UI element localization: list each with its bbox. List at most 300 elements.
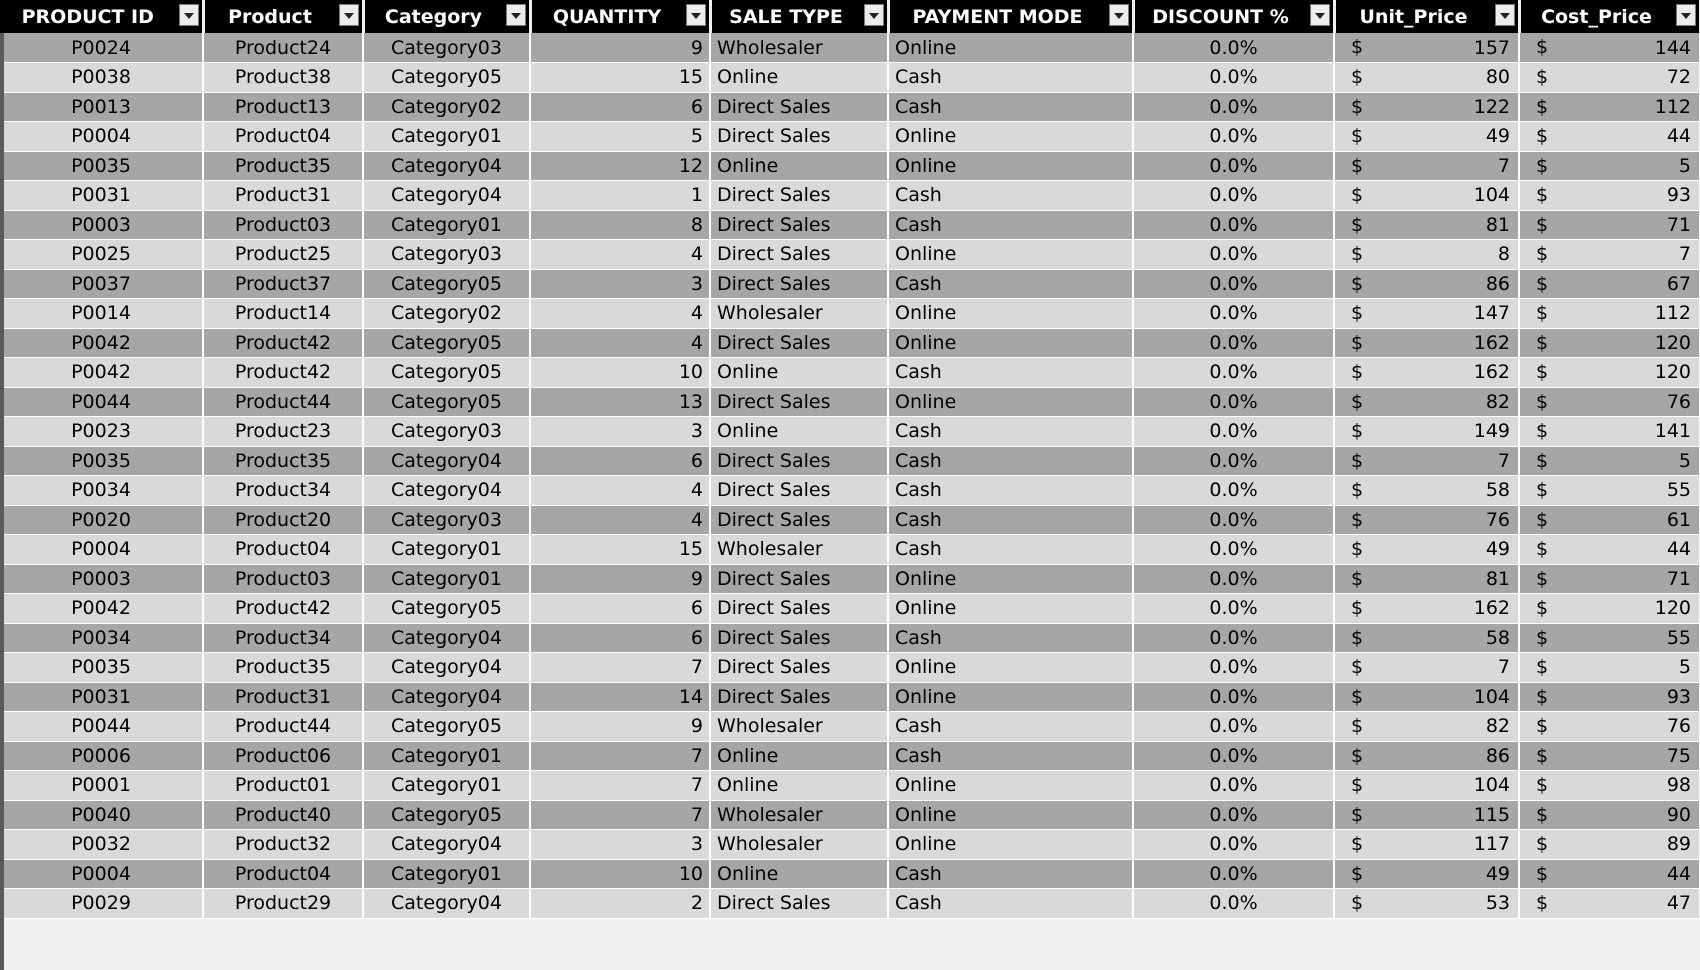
cell-category[interactable]: Category05: [363, 387, 530, 417]
amount: 82: [1485, 390, 1510, 413]
cell-sale-type[interactable]: Online: [710, 63, 888, 93]
cell-product[interactable]: Product34: [203, 476, 363, 506]
cell-product[interactable]: Product13: [203, 92, 363, 122]
currency-symbol: $: [1536, 95, 1549, 118]
cell-unit-price[interactable]: [1334, 889, 1519, 919]
cell-cost-price[interactable]: [1519, 240, 1700, 270]
cell-quantity[interactable]: 13: [530, 387, 710, 417]
cell-quantity[interactable]: 7: [530, 653, 710, 683]
cell-product[interactable]: Product42: [203, 328, 363, 358]
cell-payment-mode[interactable]: Online: [888, 299, 1133, 329]
cell-discount[interactable]: 0.0%: [1133, 889, 1334, 919]
header-label: PRODUCT ID: [21, 5, 154, 28]
cell-sale-type[interactable]: Direct Sales: [710, 181, 888, 211]
cell-quantity[interactable]: 10: [530, 859, 710, 889]
cell-unit-price[interactable]: [1334, 535, 1519, 565]
cell-category[interactable]: Category02: [363, 299, 530, 329]
cell-unit-price[interactable]: [1334, 682, 1519, 712]
cell-product[interactable]: Product06: [203, 741, 363, 771]
cell-quantity[interactable]: 9: [530, 33, 710, 63]
filter-dropdown-icon[interactable]: [864, 4, 884, 26]
cell-sale-type[interactable]: Direct Sales: [710, 92, 888, 122]
cell-product-id[interactable]: P0044: [0, 387, 203, 417]
cell-payment-mode[interactable]: Cash: [888, 63, 1133, 93]
cell-category[interactable]: Category03: [363, 417, 530, 447]
cell-product-id[interactable]: P0040: [0, 800, 203, 830]
cell-unit-price[interactable]: [1334, 800, 1519, 830]
cell-product[interactable]: Product04: [203, 122, 363, 152]
cell-payment-mode[interactable]: Cash: [888, 210, 1133, 240]
cell-category[interactable]: Category01: [363, 771, 530, 801]
cell-sale-type[interactable]: Direct Sales: [710, 328, 888, 358]
cell-sale-type[interactable]: Wholesaler: [710, 299, 888, 329]
cell-unit-price[interactable]: [1334, 92, 1519, 122]
cell-unit-price[interactable]: [1334, 830, 1519, 860]
cell-unit-price[interactable]: [1334, 63, 1519, 93]
cell-discount[interactable]: 0.0%: [1133, 771, 1334, 801]
cell-discount[interactable]: 0.0%: [1133, 269, 1334, 299]
cell-quantity[interactable]: 15: [530, 535, 710, 565]
cell-category[interactable]: Category04: [363, 476, 530, 506]
cell-product-id[interactable]: P0035: [0, 653, 203, 683]
cell-category[interactable]: Category01: [363, 122, 530, 152]
cell-payment-mode[interactable]: Cash: [888, 712, 1133, 742]
cell-payment-mode[interactable]: Cash: [888, 623, 1133, 653]
cell-category[interactable]: Category01: [363, 535, 530, 565]
currency-symbol: $: [1536, 154, 1549, 177]
table-row: [0, 358, 1700, 388]
cell-sale-type[interactable]: Online: [710, 741, 888, 771]
cell-payment-mode[interactable]: Online: [888, 328, 1133, 358]
cell-product[interactable]: Product03: [203, 210, 363, 240]
cell-unit-price[interactable]: [1334, 358, 1519, 388]
cell-discount[interactable]: 0.0%: [1133, 446, 1334, 476]
cell-category[interactable]: Category05: [363, 328, 530, 358]
cell-product-id[interactable]: P0038: [0, 63, 203, 93]
cell-product[interactable]: Product44: [203, 387, 363, 417]
cell-unit-price[interactable]: [1334, 33, 1519, 63]
cell-payment-mode[interactable]: Online: [888, 564, 1133, 594]
cell-payment-mode[interactable]: Online: [888, 151, 1133, 181]
cell-product-id[interactable]: P0031: [0, 682, 203, 712]
cell-product[interactable]: Product14: [203, 299, 363, 329]
cell-quantity[interactable]: 12: [530, 151, 710, 181]
cell-discount[interactable]: 0.0%: [1133, 210, 1334, 240]
cell-category[interactable]: Category04: [363, 889, 530, 919]
cell-discount[interactable]: 0.0%: [1133, 122, 1334, 152]
cell-quantity[interactable]: 4: [530, 240, 710, 270]
cell-product[interactable]: Product34: [203, 623, 363, 653]
cell-sale-type[interactable]: Online: [710, 771, 888, 801]
header-sale-type[interactable]: [710, 0, 888, 33]
cell-product[interactable]: Product44: [203, 712, 363, 742]
cell-sale-type[interactable]: Direct Sales: [710, 505, 888, 535]
amount: 61: [1666, 508, 1691, 531]
cell-product[interactable]: Product24: [203, 33, 363, 63]
cell-payment-mode[interactable]: Cash: [888, 358, 1133, 388]
cell-discount[interactable]: 0.0%: [1133, 181, 1334, 211]
cell-payment-mode[interactable]: Cash: [888, 269, 1133, 299]
cell-sale-type[interactable]: Direct Sales: [710, 889, 888, 919]
cell-category[interactable]: Category01: [363, 741, 530, 771]
cell-cost-price[interactable]: [1519, 181, 1700, 211]
cell-category[interactable]: Category05: [363, 800, 530, 830]
cell-payment-mode[interactable]: Cash: [888, 417, 1133, 447]
cell-discount[interactable]: 0.0%: [1133, 653, 1334, 683]
cell-product[interactable]: Product23: [203, 417, 363, 447]
cell-discount[interactable]: 0.0%: [1133, 623, 1334, 653]
cell-discount[interactable]: 0.0%: [1133, 151, 1334, 181]
cell-discount[interactable]: 0.0%: [1133, 535, 1334, 565]
cell-cost-price[interactable]: [1519, 92, 1700, 122]
cell-payment-mode[interactable]: Cash: [888, 446, 1133, 476]
cell-category[interactable]: Category01: [363, 859, 530, 889]
cell-product-id[interactable]: P0034: [0, 623, 203, 653]
cell-product[interactable]: Product04: [203, 535, 363, 565]
header-cost-price[interactable]: [1519, 0, 1700, 33]
cell-cost-price[interactable]: [1519, 564, 1700, 594]
table-row: [0, 712, 1700, 742]
cell-unit-price[interactable]: [1334, 653, 1519, 683]
cell-cost-price[interactable]: [1519, 535, 1700, 565]
cell-product-id[interactable]: P0013: [0, 92, 203, 122]
cell-cost-price[interactable]: [1519, 417, 1700, 447]
cell-product-id[interactable]: P0003: [0, 564, 203, 594]
cell-category[interactable]: Category05: [363, 269, 530, 299]
cell-quantity[interactable]: 9: [530, 564, 710, 594]
header-payment-mode[interactable]: [888, 0, 1133, 33]
cell-product-id[interactable]: P0001: [0, 771, 203, 801]
cell-payment-mode[interactable]: Online: [888, 682, 1133, 712]
table-row: [0, 535, 1700, 565]
cell-category[interactable]: Category04: [363, 682, 530, 712]
cell-product-id[interactable]: P0004: [0, 859, 203, 889]
cell-quantity[interactable]: 4: [530, 299, 710, 329]
cell-payment-mode[interactable]: Cash: [888, 505, 1133, 535]
cell-quantity[interactable]: 9: [530, 712, 710, 742]
cell-unit-price[interactable]: [1334, 564, 1519, 594]
cell-quantity[interactable]: 6: [530, 594, 710, 624]
cell-product-id[interactable]: P0042: [0, 358, 203, 388]
cell-product[interactable]: Product42: [203, 594, 363, 624]
cell-cost-price[interactable]: [1519, 299, 1700, 329]
cell-payment-mode[interactable]: Online: [888, 830, 1133, 860]
cell-sale-type[interactable]: Online: [710, 358, 888, 388]
cell-product-id[interactable]: P0031: [0, 181, 203, 211]
cell-discount[interactable]: 0.0%: [1133, 859, 1334, 889]
cell-unit-price[interactable]: [1334, 505, 1519, 535]
cell-discount[interactable]: 0.0%: [1133, 33, 1334, 63]
cell-unit-price[interactable]: [1334, 712, 1519, 742]
cell-discount[interactable]: 0.0%: [1133, 505, 1334, 535]
cell-quantity[interactable]: 6: [530, 623, 710, 653]
cell-unit-price[interactable]: [1334, 181, 1519, 211]
cell-cost-price[interactable]: [1519, 358, 1700, 388]
cell-sale-type[interactable]: Wholesaler: [710, 830, 888, 860]
cell-quantity[interactable]: 7: [530, 741, 710, 771]
cell-sale-type[interactable]: Direct Sales: [710, 653, 888, 683]
cell-category[interactable]: Category05: [363, 594, 530, 624]
cell-discount[interactable]: 0.0%: [1133, 240, 1334, 270]
cell-sale-type[interactable]: Direct Sales: [710, 564, 888, 594]
cell-discount[interactable]: 0.0%: [1133, 63, 1334, 93]
cell-product[interactable]: Product35: [203, 446, 363, 476]
cell-quantity[interactable]: 5: [530, 122, 710, 152]
cell-cost-price[interactable]: [1519, 63, 1700, 93]
cell-discount[interactable]: 0.0%: [1133, 299, 1334, 329]
cell-product-id[interactable]: P0003: [0, 210, 203, 240]
cell-product-id[interactable]: P0029: [0, 889, 203, 919]
cell-quantity[interactable]: 4: [530, 328, 710, 358]
cell-product-id[interactable]: P0042: [0, 328, 203, 358]
cell-payment-mode[interactable]: Cash: [888, 92, 1133, 122]
cell-product-id[interactable]: P0034: [0, 476, 203, 506]
header-unit-price[interactable]: [1334, 0, 1519, 33]
cell-product-id[interactable]: P0035: [0, 151, 203, 181]
cell-sale-type[interactable]: Direct Sales: [710, 476, 888, 506]
cell-payment-mode[interactable]: Online: [888, 771, 1133, 801]
cell-quantity[interactable]: 2: [530, 889, 710, 919]
cell-unit-price[interactable]: [1334, 476, 1519, 506]
cell-category[interactable]: Category03: [363, 505, 530, 535]
cell-quantity[interactable]: 6: [530, 446, 710, 476]
cell-payment-mode[interactable]: Cash: [888, 889, 1133, 919]
cell-discount[interactable]: 0.0%: [1133, 800, 1334, 830]
cell-unit-price[interactable]: [1334, 623, 1519, 653]
cell-sale-type[interactable]: Wholesaler: [710, 33, 888, 63]
cell-unit-price[interactable]: [1334, 210, 1519, 240]
filter-dropdown-icon[interactable]: [1495, 4, 1515, 26]
cell-discount[interactable]: 0.0%: [1133, 476, 1334, 506]
cell-payment-mode[interactable]: Online: [888, 800, 1133, 830]
filter-dropdown-icon[interactable]: [179, 4, 199, 26]
cell-quantity[interactable]: 3: [530, 830, 710, 860]
cell-quantity[interactable]: 7: [530, 800, 710, 830]
amount: 120: [1654, 597, 1691, 620]
cell-cost-price[interactable]: [1519, 771, 1700, 801]
cell-quantity[interactable]: 3: [530, 269, 710, 299]
cell-cost-price[interactable]: [1519, 446, 1700, 476]
cell-cost-price[interactable]: [1519, 830, 1700, 860]
header-category[interactable]: [363, 0, 530, 33]
cell-cost-price[interactable]: [1519, 269, 1700, 299]
cell-category[interactable]: Category02: [363, 92, 530, 122]
cell-cost-price[interactable]: [1519, 33, 1700, 63]
header-product[interactable]: [203, 0, 363, 33]
cell-cost-price[interactable]: [1519, 328, 1700, 358]
cell-payment-mode[interactable]: Online: [888, 33, 1133, 63]
cell-cost-price[interactable]: [1519, 653, 1700, 683]
cell-discount[interactable]: 0.0%: [1133, 358, 1334, 388]
filter-dropdown-icon[interactable]: [1310, 4, 1330, 26]
cell-cost-price[interactable]: [1519, 210, 1700, 240]
cell-quantity[interactable]: 7: [530, 771, 710, 801]
cell-discount[interactable]: 0.0%: [1133, 387, 1334, 417]
cell-sale-type[interactable]: Direct Sales: [710, 210, 888, 240]
cell-cost-price[interactable]: [1519, 594, 1700, 624]
cell-payment-mode[interactable]: Cash: [888, 476, 1133, 506]
cell-cost-price[interactable]: [1519, 476, 1700, 506]
cell-payment-mode[interactable]: Online: [888, 387, 1133, 417]
cell-sale-type[interactable]: Direct Sales: [710, 594, 888, 624]
cell-unit-price[interactable]: [1334, 417, 1519, 447]
cell-product[interactable]: Product40: [203, 800, 363, 830]
cell-sale-type[interactable]: Wholesaler: [710, 712, 888, 742]
cell-product[interactable]: Product37: [203, 269, 363, 299]
cell-product[interactable]: Product25: [203, 240, 363, 270]
cell-payment-mode[interactable]: Online: [888, 594, 1133, 624]
cell-product[interactable]: Product04: [203, 859, 363, 889]
cell-unit-price[interactable]: [1334, 741, 1519, 771]
cell-unit-price[interactable]: [1334, 771, 1519, 801]
cell-quantity[interactable]: 6: [530, 92, 710, 122]
cell-sale-type[interactable]: Direct Sales: [710, 269, 888, 299]
cell-discount[interactable]: 0.0%: [1133, 92, 1334, 122]
cell-quantity[interactable]: 10: [530, 358, 710, 388]
cell-sale-type[interactable]: Wholesaler: [710, 800, 888, 830]
cell-discount[interactable]: 0.0%: [1133, 682, 1334, 712]
cell-unit-price[interactable]: [1334, 299, 1519, 329]
cell-unit-price[interactable]: [1334, 594, 1519, 624]
cell-payment-mode[interactable]: Online: [888, 122, 1133, 152]
cell-category[interactable]: Category05: [363, 63, 530, 93]
currency-symbol: $: [1351, 154, 1364, 177]
cell-category[interactable]: Category04: [363, 446, 530, 476]
cell-product[interactable]: Product32: [203, 830, 363, 860]
cell-discount[interactable]: 0.0%: [1133, 594, 1334, 624]
cell-discount[interactable]: 0.0%: [1133, 741, 1334, 771]
cell-category[interactable]: Category03: [363, 240, 530, 270]
cell-category[interactable]: Category03: [363, 33, 530, 63]
cell-product[interactable]: Product31: [203, 181, 363, 211]
cell-payment-mode[interactable]: Cash: [888, 741, 1133, 771]
cell-unit-price[interactable]: [1334, 446, 1519, 476]
filter-dropdown-icon[interactable]: [339, 4, 359, 26]
cell-quantity[interactable]: 14: [530, 682, 710, 712]
cell-sale-type[interactable]: Wholesaler: [710, 535, 888, 565]
cell-product-id[interactable]: P0025: [0, 240, 203, 270]
cell-category[interactable]: Category04: [363, 623, 530, 653]
cell-product[interactable]: Product35: [203, 151, 363, 181]
cell-cost-price[interactable]: [1519, 859, 1700, 889]
cell-sale-type[interactable]: Direct Sales: [710, 446, 888, 476]
cell-payment-mode[interactable]: Cash: [888, 859, 1133, 889]
cell-product[interactable]: Product31: [203, 682, 363, 712]
cell-category[interactable]: Category05: [363, 712, 530, 742]
cell-product-id[interactable]: P0004: [0, 535, 203, 565]
cell-cost-price[interactable]: [1519, 741, 1700, 771]
cell-quantity[interactable]: 3: [530, 417, 710, 447]
filter-dropdown-icon[interactable]: [1676, 4, 1696, 26]
cell-discount[interactable]: 0.0%: [1133, 830, 1334, 860]
cell-product-id[interactable]: P0024: [0, 33, 203, 63]
cell-sale-type[interactable]: Online: [710, 859, 888, 889]
cell-discount[interactable]: 0.0%: [1133, 712, 1334, 742]
cell-unit-price[interactable]: [1334, 269, 1519, 299]
cell-sale-type[interactable]: Online: [710, 151, 888, 181]
cell-payment-mode[interactable]: Online: [888, 653, 1133, 683]
cell-product[interactable]: Product29: [203, 889, 363, 919]
cell-cost-price[interactable]: [1519, 889, 1700, 919]
cell-unit-price[interactable]: [1334, 859, 1519, 889]
currency-symbol: $: [1536, 656, 1549, 678]
cell-product-id[interactable]: P0035: [0, 446, 203, 476]
cell-cost-price[interactable]: [1519, 387, 1700, 417]
cell-unit-price[interactable]: [1334, 387, 1519, 417]
cell-cost-price[interactable]: [1519, 800, 1700, 830]
cell-category[interactable]: Category05: [363, 358, 530, 388]
cell-discount[interactable]: 0.0%: [1133, 328, 1334, 358]
cell-sale-type[interactable]: Direct Sales: [710, 623, 888, 653]
cell-discount[interactable]: 0.0%: [1133, 417, 1334, 447]
cell-product-id[interactable]: P0042: [0, 594, 203, 624]
cell-unit-price[interactable]: [1334, 328, 1519, 358]
cell-product-id[interactable]: P0006: [0, 741, 203, 771]
cell-sale-type[interactable]: Online: [710, 417, 888, 447]
header-product-id[interactable]: [0, 0, 203, 33]
cell-product[interactable]: Product42: [203, 358, 363, 388]
cell-cost-price[interactable]: [1519, 505, 1700, 535]
header-quantity[interactable]: [530, 0, 710, 33]
cell-quantity[interactable]: 8: [530, 210, 710, 240]
cell-sale-type[interactable]: Direct Sales: [710, 387, 888, 417]
cell-category[interactable]: Category04: [363, 151, 530, 181]
cell-category[interactable]: Category01: [363, 210, 530, 240]
cell-category[interactable]: Category04: [363, 181, 530, 211]
cell-cost-price[interactable]: [1519, 712, 1700, 742]
cell-category[interactable]: Category04: [363, 653, 530, 683]
cell-product[interactable]: Product01: [203, 771, 363, 801]
cell-quantity[interactable]: 4: [530, 476, 710, 506]
cell-payment-mode[interactable]: Cash: [888, 535, 1133, 565]
cell-product-id[interactable]: P0004: [0, 122, 203, 152]
cell-cost-price[interactable]: [1519, 623, 1700, 653]
filter-dropdown-icon[interactable]: [1109, 4, 1129, 26]
cell-cost-price[interactable]: [1519, 122, 1700, 152]
filter-dropdown-icon[interactable]: [686, 4, 706, 26]
cell-discount[interactable]: 0.0%: [1133, 564, 1334, 594]
cell-sale-type[interactable]: Direct Sales: [710, 240, 888, 270]
header-discount[interactable]: [1133, 0, 1334, 33]
cell-product[interactable]: Product20: [203, 505, 363, 535]
table-row: [0, 771, 1700, 801]
cell-product-id[interactable]: P0023: [0, 417, 203, 447]
cell-cost-price[interactable]: [1519, 151, 1700, 181]
cell-product[interactable]: Product03: [203, 564, 363, 594]
cell-unit-price[interactable]: [1334, 122, 1519, 152]
cell-quantity[interactable]: 1: [530, 181, 710, 211]
cell-quantity[interactable]: 15: [530, 63, 710, 93]
cell-unit-price[interactable]: [1334, 240, 1519, 270]
cell-sale-type[interactable]: Direct Sales: [710, 122, 888, 152]
cell-payment-mode[interactable]: Online: [888, 240, 1133, 270]
cell-category[interactable]: Category04: [363, 830, 530, 860]
cell-cost-price[interactable]: [1519, 682, 1700, 712]
cell-unit-price[interactable]: [1334, 151, 1519, 181]
cell-sale-type[interactable]: Direct Sales: [710, 682, 888, 712]
cell-product[interactable]: Product35: [203, 653, 363, 683]
cell-product-id[interactable]: P0014: [0, 299, 203, 329]
cell-payment-mode[interactable]: Cash: [888, 181, 1133, 211]
cell-product-id[interactable]: P0044: [0, 712, 203, 742]
cell-product[interactable]: Product38: [203, 63, 363, 93]
cell-category[interactable]: Category01: [363, 564, 530, 594]
cell-product-id[interactable]: P0020: [0, 505, 203, 535]
cell-product-id[interactable]: P0037: [0, 269, 203, 299]
filter-dropdown-icon[interactable]: [506, 4, 526, 26]
cell-product-id[interactable]: P0032: [0, 830, 203, 860]
cell-quantity[interactable]: 4: [530, 505, 710, 535]
